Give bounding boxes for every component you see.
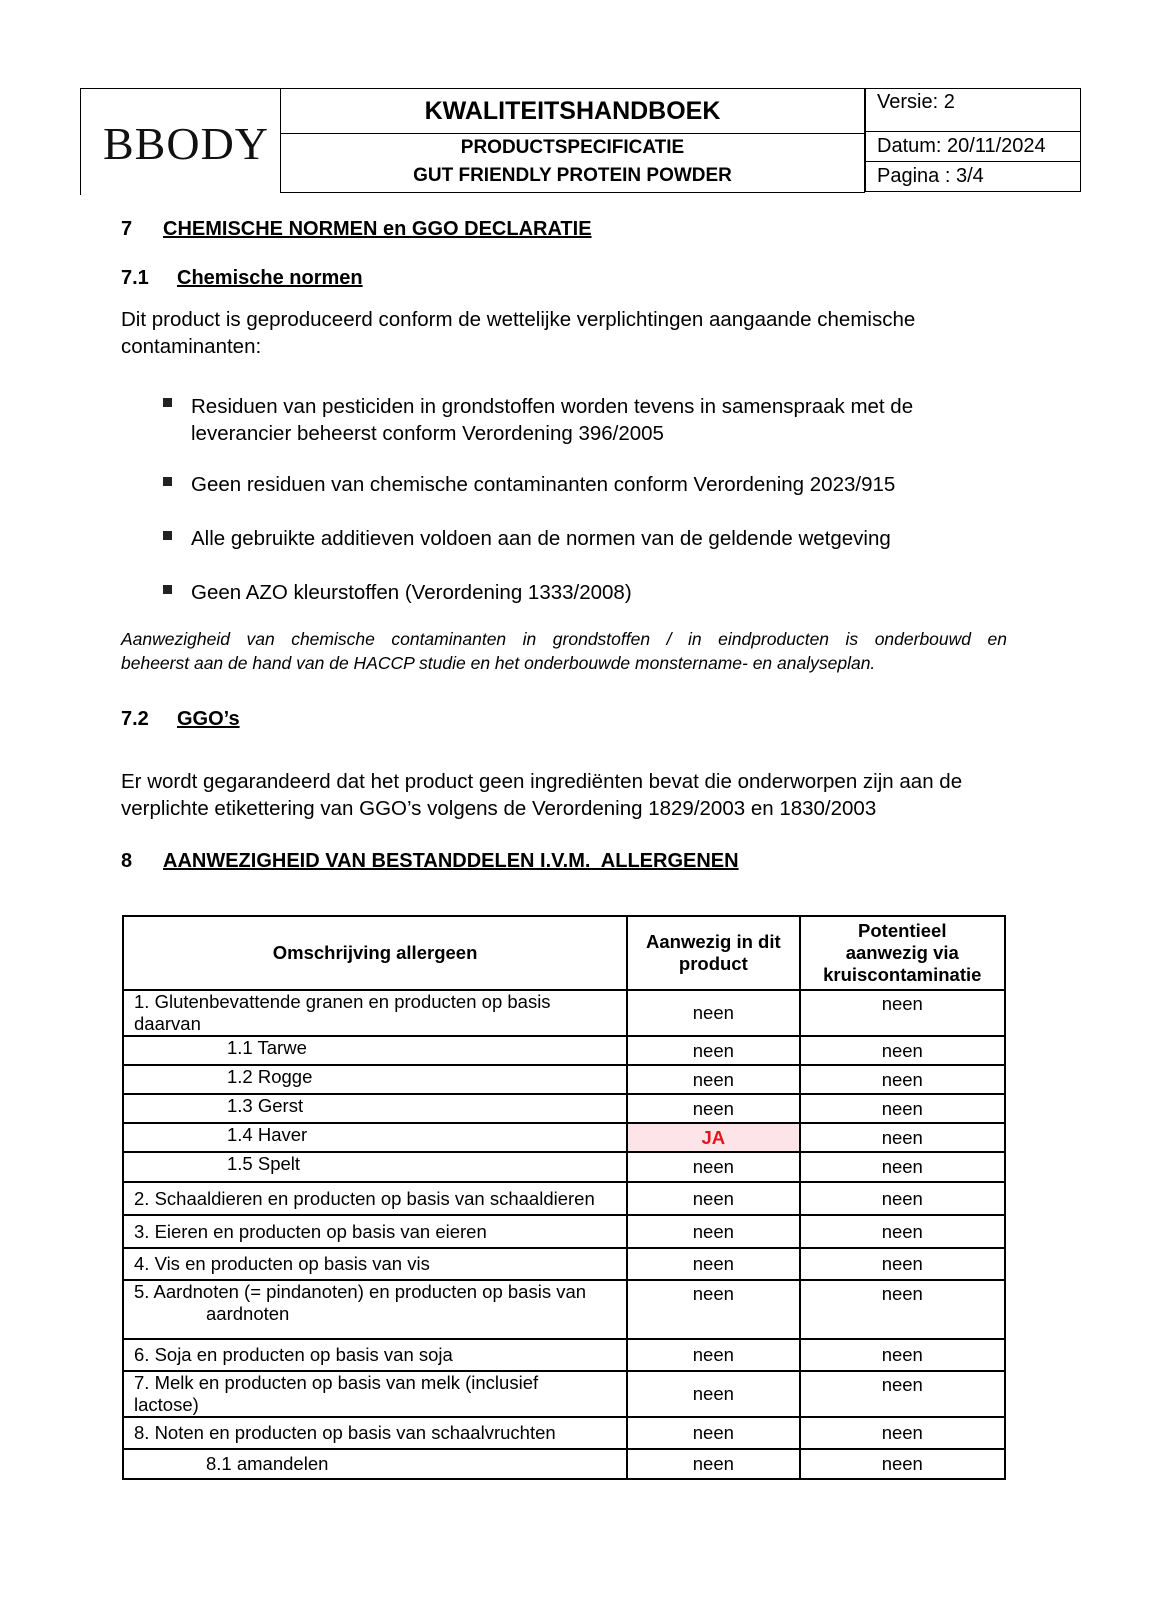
brand-logo: ВBODY	[103, 118, 270, 169]
subsection-7-1-heading	[121, 267, 521, 293]
bullet-item	[191, 393, 913, 447]
cross-value: neen	[800, 1036, 1005, 1065]
table-row	[123, 990, 1005, 1036]
ggo-line: Er wordt gegarandeerd dat het product geen ingrediënten bevat die onderworpen zijn aan de	[121, 770, 963, 793]
cross-value: neen	[800, 1094, 1005, 1123]
present-value: neen	[627, 1215, 799, 1248]
allergen-table	[122, 915, 1006, 1480]
present-value: neen	[627, 1449, 799, 1479]
column-header-present	[627, 916, 799, 990]
date-cell: Datum: 20/11/2024	[865, 132, 1081, 162]
present-value: neen	[627, 1417, 799, 1449]
allergen-name	[123, 1280, 627, 1339]
column-header-cross-contamination	[800, 916, 1005, 990]
spec-title: PRODUCTSPECIFICATIE	[460, 137, 685, 158]
table-row	[123, 1371, 1005, 1417]
allergen-name: 1.4 Haver	[123, 1123, 627, 1152]
allergen-line: aardnoten	[206, 1303, 290, 1324]
header-line: Aanwezig in dit	[646, 931, 781, 952]
section-number: 7	[121, 218, 133, 240]
note-line: beheerst aan de hand van de HACCP studie en het onderbouwde monstername- en analyseplan.	[121, 653, 876, 673]
present-value-highlighted: JA	[627, 1123, 799, 1152]
haccp-note	[121, 627, 1007, 675]
page-number-cell: Pagina : 3/4	[865, 162, 1081, 192]
intro-line: contaminanten:	[121, 335, 262, 358]
intro-paragraph	[121, 306, 915, 360]
subsection-title: Chemische normen	[177, 267, 363, 289]
present-value: neen	[627, 1280, 799, 1339]
cross-value: neen	[800, 1215, 1005, 1248]
subsection-number: 7.1	[121, 267, 149, 289]
present-value: neen	[627, 1094, 799, 1123]
handbook-title: KWALITEITSHANDBOEK	[280, 88, 865, 134]
bullet-text: Residuen van pesticiden in grondstoffen worden tevens in samenspraak met de	[191, 395, 914, 418]
bullet-text: leverancier beheerst conform Verordening 396/2005	[191, 422, 664, 445]
column-header-allergen: Omschrijving allergeen	[123, 916, 627, 990]
cross-value: neen	[800, 1417, 1005, 1449]
document-header	[80, 88, 1080, 194]
section-title: CHEMISCHE NORMEN en GGO DECLARATIE	[163, 218, 592, 240]
allergen-name: 8. Noten en producten op basis van schaalvruchten	[123, 1417, 627, 1449]
cross-value: neen	[800, 1280, 1005, 1339]
present-value: neen	[627, 1182, 799, 1215]
table-row	[123, 1449, 1005, 1479]
table-row	[123, 1065, 1005, 1094]
allergen-name: 6. Soja en producten op basis van soja	[123, 1339, 627, 1371]
allergen-line: 7. Melk en producten op basis van melk (inclusief	[134, 1372, 539, 1393]
note-line: Aanwezigheid van chemische contaminanten in grondstoffen / in eindproducten is onderbouwd en	[121, 629, 1007, 649]
section-7-heading	[121, 218, 721, 244]
bullet-square-icon	[163, 398, 172, 407]
table-row	[123, 1123, 1005, 1152]
table-row	[123, 1417, 1005, 1449]
present-value: neen	[627, 1152, 799, 1182]
allergen-line: daarvan	[134, 1013, 201, 1034]
present-value: neen	[627, 1065, 799, 1094]
bullet-text: Alle gebruikte additieven voldoen aan de normen van de geldende wetgeving	[191, 527, 891, 550]
allergen-name: 1.5 Spelt	[123, 1152, 627, 1182]
bullet-text: Geen residuen van chemische contaminanten conform Verordening 2023/915	[191, 473, 896, 496]
table-row	[123, 1094, 1005, 1123]
allergen-name: 1.2 Rogge	[123, 1065, 627, 1094]
logo-cell	[80, 88, 281, 195]
table-row	[123, 1182, 1005, 1215]
bullet-square-icon	[163, 531, 172, 540]
present-value: neen	[627, 1248, 799, 1280]
ggo-paragraph	[121, 768, 962, 822]
allergen-line: 5. Aardnoten (= pindanoten) en producten op basis van	[134, 1281, 587, 1302]
bullet-item	[191, 525, 891, 552]
allergen-name	[123, 990, 627, 1036]
header-line: kruiscontaminatie	[823, 964, 982, 985]
cross-value: neen	[800, 1182, 1005, 1215]
cross-value: neen	[800, 1065, 1005, 1094]
cross-value: neen	[800, 990, 1005, 1036]
header-line: aanwezig via	[845, 942, 959, 963]
present-value: neen	[627, 1339, 799, 1371]
allergen-name: 4. Vis en producten op basis van vis	[123, 1248, 627, 1280]
allergen-name: 2. Schaaldieren en producten op basis van schaaldieren	[123, 1182, 627, 1215]
version-cell: Versie: 2	[865, 88, 1081, 132]
table-row	[123, 1280, 1005, 1339]
header-line: product	[678, 953, 748, 974]
intro-line: Dit product is geproduceerd conform de wettelijke verplichtingen aangaande chemische	[121, 308, 916, 331]
section-8-heading	[121, 850, 821, 876]
bullet-item	[191, 579, 632, 606]
cross-value: neen	[800, 1123, 1005, 1152]
cross-value: neen	[800, 1449, 1005, 1479]
cross-value: neen	[800, 1248, 1005, 1280]
allergen-name	[123, 1371, 627, 1417]
cross-value: neen	[800, 1152, 1005, 1182]
allergen-line: 1. Glutenbevattende granen en producten op basis	[134, 991, 551, 1012]
table-row	[123, 1215, 1005, 1248]
cross-value: neen	[800, 1371, 1005, 1417]
table-row	[123, 1339, 1005, 1371]
subsection-number: 7.2	[121, 708, 149, 730]
bullet-item	[191, 471, 895, 498]
section-title: AANWEZIGHEID VAN BESTANDDELEN I.V.M. ALLERGENEN	[163, 850, 739, 872]
product-name: GUT FRIENDLY PROTEIN POWDER	[413, 165, 732, 186]
table-row	[123, 1036, 1005, 1065]
bullet-text: Geen AZO kleurstoffen (Verordening 1333/2008)	[191, 581, 632, 604]
ggo-line: verplichte etikettering van GGO’s volgens de Verordening 1829/2003 en 1830/2003	[121, 797, 877, 820]
section-number: 8	[121, 850, 133, 872]
subsection-7-2-heading	[121, 708, 521, 734]
cross-value: neen	[800, 1339, 1005, 1371]
bullet-square-icon	[163, 477, 172, 486]
present-value: neen	[627, 1371, 799, 1417]
allergen-name: 1.3 Gerst	[123, 1094, 627, 1123]
table-row	[123, 1152, 1005, 1182]
table-header-row	[123, 916, 1005, 990]
present-value: neen	[627, 990, 799, 1036]
allergen-name: 3. Eieren en producten op basis van eieren	[123, 1215, 627, 1248]
allergen-name: 1.1 Tarwe	[123, 1036, 627, 1065]
subsection-title: GGO’s	[177, 708, 240, 730]
allergen-line: lactose)	[134, 1394, 199, 1415]
bullet-square-icon	[163, 585, 172, 594]
header-line: Potentieel	[858, 920, 947, 941]
spec-title-cell	[280, 132, 865, 193]
present-value: neen	[627, 1036, 799, 1065]
allergen-name: 8.1 amandelen	[123, 1449, 627, 1479]
table-row	[123, 1248, 1005, 1280]
